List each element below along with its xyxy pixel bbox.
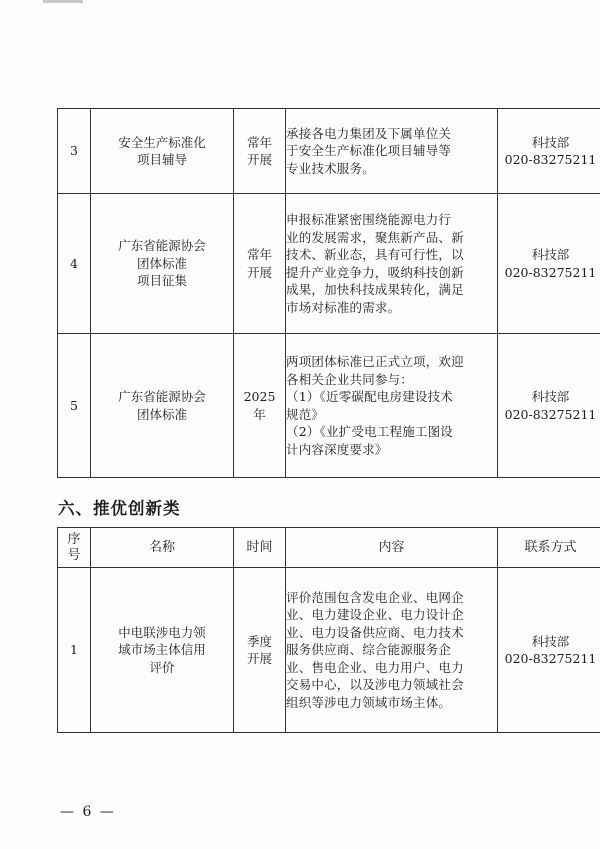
content-line: 申报标准紧密围绕能源电力行 xyxy=(286,212,452,227)
contact-dept: 科技部 xyxy=(531,389,570,404)
content-line: 组织等涉电力领域市场主体。 xyxy=(286,694,452,710)
header-name: 名称 xyxy=(91,528,234,568)
item-name-line: 广东省能源协会 xyxy=(118,238,206,254)
contact-phone: 020-83275211 xyxy=(504,264,597,280)
item-time-line: 年 xyxy=(253,406,266,422)
continued-services-table xyxy=(57,108,600,478)
content-line: 业、电力设备供应商、电力技术 xyxy=(286,624,464,640)
item-time xyxy=(234,194,286,334)
content-line: 评价范围包含发电企业、电网企 xyxy=(286,589,464,605)
item-time-line: 季度 xyxy=(246,633,272,649)
item-contact xyxy=(498,109,600,194)
item-time xyxy=(234,568,286,733)
header-contact: 联系方式 xyxy=(498,528,600,568)
item-name-line: 广东省能源协会 xyxy=(118,389,206,404)
content-line: 规范》 xyxy=(286,406,325,422)
row-number: 1 xyxy=(58,568,91,733)
contact-phone: 020-83275211 xyxy=(504,152,597,167)
content-line: 业、售电企业、电力用户、电力 xyxy=(286,659,464,675)
item-time-line: 常年 xyxy=(246,134,272,150)
item-content xyxy=(286,334,498,478)
innovation-table xyxy=(57,527,600,733)
table-row xyxy=(58,334,600,478)
content-line: 计内容深度要求》 xyxy=(286,441,388,457)
content-line: 提升产业竞争力，吸纳科技创新 xyxy=(286,264,464,280)
content-line: 技术、新业态，具有可行性，以 xyxy=(286,247,464,262)
content-line: （1）《近零碳配电房建设技术 xyxy=(286,389,454,404)
section-heading: 六、推优创新类 xyxy=(58,499,181,518)
item-contact xyxy=(498,334,600,478)
item-content xyxy=(286,109,498,194)
table-row xyxy=(58,568,600,733)
scan-edge-mark xyxy=(43,0,83,3)
item-time xyxy=(234,109,286,194)
item-name-line: 中电联涉电力领 xyxy=(118,624,206,640)
contact-dept: 科技部 xyxy=(531,633,570,649)
row-number: 4 xyxy=(58,194,91,334)
table-row xyxy=(58,194,600,334)
contact-phone: 020-83275211 xyxy=(504,406,597,422)
item-time-line: 开展 xyxy=(246,651,272,666)
content-line: 各相关企业共同参与： xyxy=(286,371,414,387)
header-num-line: 号 xyxy=(67,547,81,563)
header-time: 时间 xyxy=(234,528,286,568)
item-name-line: 团体标准 xyxy=(136,255,187,271)
content-line: 业、电力建设企业、电力设计企 xyxy=(286,607,464,623)
item-name-line: 域市场主体信用 xyxy=(118,642,206,658)
content-line: 承接各电力集团及下属单位关 xyxy=(286,125,452,141)
item-content xyxy=(286,568,498,733)
content-line: 专业技术服务。 xyxy=(286,160,375,176)
item-time xyxy=(234,334,286,478)
item-contact xyxy=(498,568,600,733)
item-name-line: 项目征集 xyxy=(136,273,187,289)
item-name xyxy=(91,109,234,194)
row-number: 5 xyxy=(58,334,91,478)
content-line: （2）《业扩受电工程施工图设 xyxy=(286,424,454,439)
item-name-line: 项目辅导 xyxy=(136,152,187,167)
item-name-line: 团体标准 xyxy=(136,406,187,422)
item-name xyxy=(91,194,234,334)
row-number: 3 xyxy=(58,109,91,194)
content-line: 于安全生产标准化项目辅导等 xyxy=(286,143,452,159)
content-line: 两项团体标准已正式立项，欢迎 xyxy=(286,354,464,369)
item-content xyxy=(286,194,498,334)
item-time-line: 2025 xyxy=(243,389,276,404)
contact-phone: 020-83275211 xyxy=(504,651,597,666)
item-time-line: 常年 xyxy=(246,247,272,262)
content-line: 业的发展需求，聚焦新产品、新 xyxy=(286,229,464,245)
table-header-row xyxy=(58,528,600,568)
item-name-line: 评价 xyxy=(149,659,175,675)
header-num-line: 序 xyxy=(67,531,81,547)
item-name xyxy=(91,568,234,733)
content-line: 服务供应商、综合能源服务企 xyxy=(286,642,452,658)
item-time-line: 开展 xyxy=(246,264,272,280)
content-line: 市场对标准的需求。 xyxy=(286,299,401,315)
page-number: — 6 — xyxy=(60,804,116,820)
header-content: 内容 xyxy=(286,528,498,568)
item-name xyxy=(91,334,234,478)
table-row xyxy=(58,109,600,194)
header-num xyxy=(58,528,91,568)
item-name-line: 安全生产标准化 xyxy=(118,134,206,150)
content-line: 交易中心，以及涉电力领域社会 xyxy=(286,677,464,693)
contact-dept: 科技部 xyxy=(531,247,570,262)
content-line: 成果，加快科技成果转化，满足 xyxy=(286,282,464,297)
item-time-line: 开展 xyxy=(246,152,272,167)
item-contact xyxy=(498,194,600,334)
contact-dept: 科技部 xyxy=(531,134,570,150)
